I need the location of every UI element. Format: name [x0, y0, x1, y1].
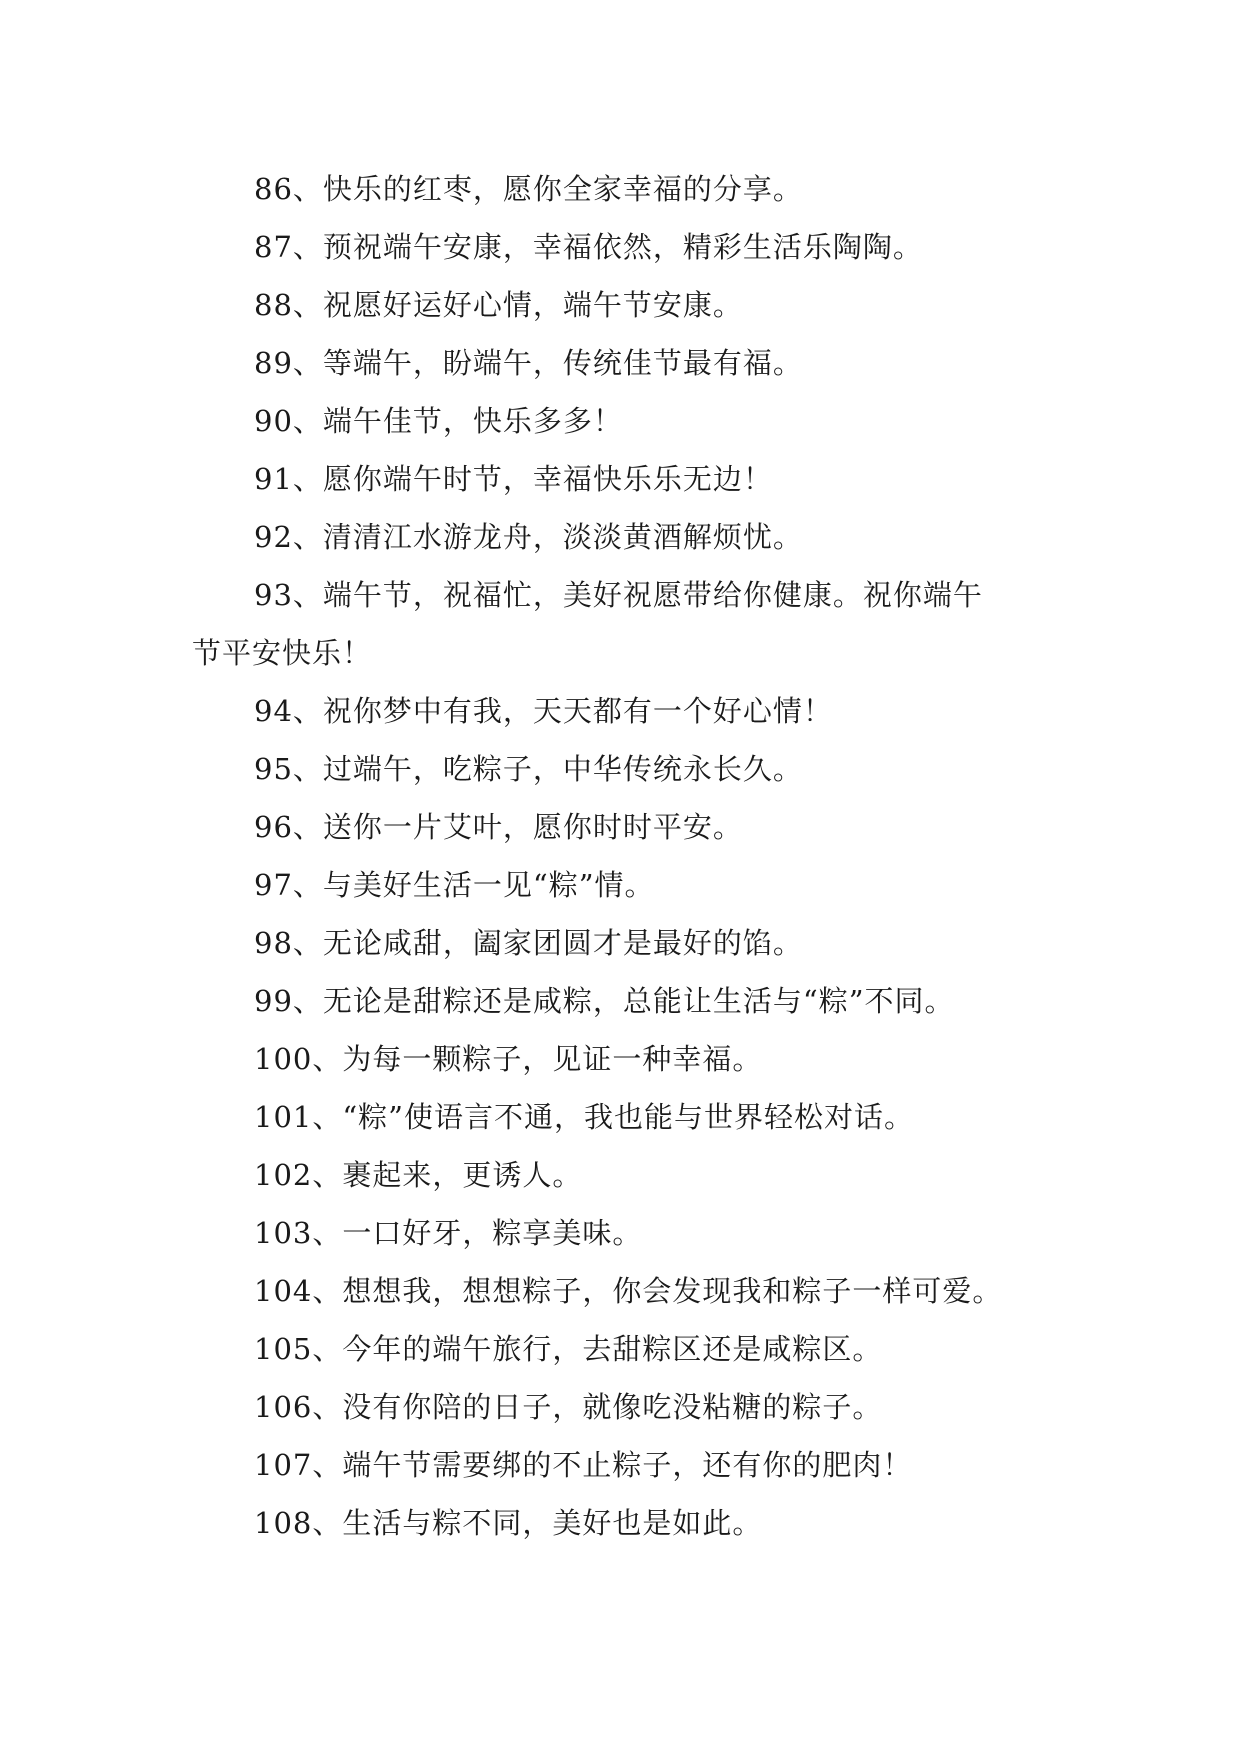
paragraph-line-continuation: 节平安快乐！ — [192, 636, 373, 670]
paragraph-line: 107、端午节需要绑的不止粽子，还有你的肥肉！ — [254, 1448, 913, 1482]
paragraph-line: 100、为每一颗粽子，见证一种幸福。 — [254, 1042, 763, 1076]
paragraph-line: 98、无论咸甜，阖家团圆才是最好的馅。 — [254, 926, 803, 960]
paragraph-line: 96、送你一片艾叶，愿你时时平安。 — [254, 810, 743, 844]
paragraph-line: 94、祝你梦中有我，天天都有一个好心情！ — [254, 694, 833, 728]
paragraph-line: 108、生活与粽不同，美好也是如此。 — [254, 1506, 763, 1540]
text-body — [192, 160, 1092, 1552]
paragraph-line: 101、“粽”使语言不通，我也能与世界轻松对话。 — [254, 1100, 915, 1134]
paragraph-line: 95、过端午，吃粽子，中华传统永长久。 — [254, 752, 803, 786]
paragraph-line: 102、裹起来，更诱人。 — [254, 1158, 583, 1192]
paragraph-line: 92、清清江水游龙舟，淡淡黄酒解烦忧。 — [254, 520, 803, 554]
paragraph-line: 90、端午佳节，快乐多多！ — [254, 404, 623, 438]
paragraph-line: 91、愿你端午时节，幸福快乐乐无边！ — [254, 462, 773, 496]
paragraph-line: 88、祝愿好运好心情，端午节安康。 — [254, 288, 743, 322]
paragraph-line: 93、端午节，祝福忙，美好祝愿带给你健康。祝你端午 — [254, 578, 983, 612]
paragraph-line: 87、预祝端午安康，幸福依然，精彩生活乐陶陶。 — [254, 230, 923, 264]
paragraph-line: 104、想想我，想想粽子，你会发现我和粽子一样可爱。 — [254, 1274, 1003, 1308]
paragraph-line: 106、没有你陪的日子，就像吃没粘糖的粽子。 — [254, 1390, 883, 1424]
paragraph-line: 97、与美好生活一见“粽”情。 — [254, 868, 655, 902]
paragraph-line: 103、一口好牙，粽享美味。 — [254, 1216, 643, 1250]
paragraph-line: 105、今年的端午旅行，去甜粽区还是咸粽区。 — [254, 1332, 883, 1366]
paragraph-line: 89、等端午，盼端午，传统佳节最有福。 — [254, 346, 803, 380]
paragraph-line: 99、无论是甜粽还是咸粽，总能让生活与“粽”不同。 — [254, 984, 955, 1018]
paragraph-line: 86、快乐的红枣，愿你全家幸福的分享。 — [254, 172, 803, 206]
